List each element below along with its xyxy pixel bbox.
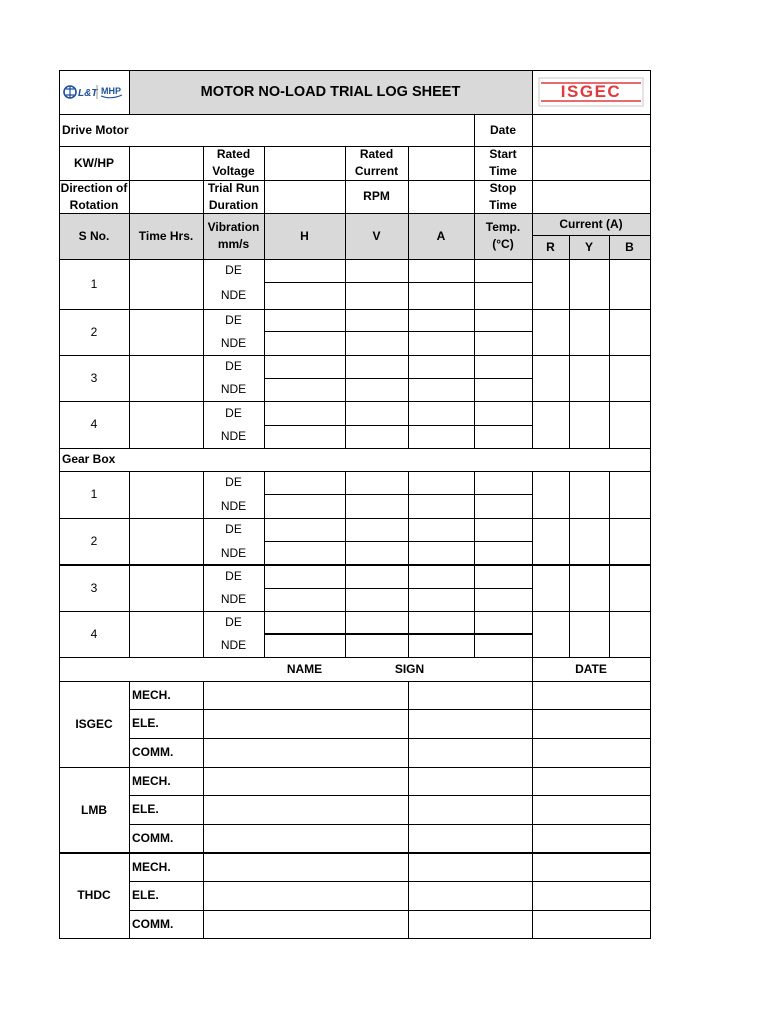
col-current-y: Y [584, 239, 593, 254]
col-vibration: Vibration mm/s [207, 220, 260, 251]
motor-row-s-no: 2 [90, 324, 98, 339]
rule-line [129, 910, 651, 911]
col-current-b: B [625, 239, 634, 254]
signoff-role-label: COMM. [132, 831, 174, 845]
rule-line [264, 494, 533, 495]
col-s-no: S No. [78, 228, 110, 243]
gear-row-s-no: 2 [90, 534, 98, 548]
signoff-role-label: COMM. [132, 745, 174, 759]
rule-line [59, 309, 651, 310]
stop-time-label: Stop Time [489, 180, 517, 212]
signoff-role-label: ELE. [132, 888, 159, 902]
svg-text:MHP: MHP [101, 86, 121, 96]
rule-line [264, 425, 533, 426]
signoff-org-thdc: THDC [77, 888, 111, 902]
rule-line [264, 471, 265, 658]
rule-line [569, 235, 570, 449]
rule-line [264, 378, 533, 379]
rule-line [532, 471, 533, 658]
motor-row-nde-label: NDE [220, 429, 247, 443]
rule-line [408, 146, 409, 214]
motor-row-nde-label: NDE [220, 288, 247, 302]
rule-line [264, 633, 533, 635]
col-v: V [372, 228, 381, 243]
svg-text:ISGEC: ISGEC [560, 82, 622, 101]
rule-line [408, 681, 409, 939]
direction-of-rotation-label: Direction of Rotation [60, 180, 128, 212]
rule-line [264, 146, 265, 214]
start-time-label: Start Time [489, 147, 517, 178]
rule-line [609, 235, 610, 449]
motor-row-de-label: DE [225, 263, 242, 277]
gear-row-de-label: DE [225, 522, 242, 536]
rule-line [345, 471, 346, 658]
col-current: Current (A) [559, 216, 623, 231]
gear-row-s-no: 3 [90, 580, 98, 595]
gear-box-label: Gear Box [62, 452, 116, 466]
rule-line [59, 471, 651, 472]
rule-line [59, 518, 651, 519]
col-time-hrs: Time Hrs. [138, 228, 194, 243]
rule-line [129, 881, 651, 882]
gear-row-de-label: DE [225, 615, 242, 629]
rated-current-label: Rated Current [354, 147, 399, 178]
col-h: H [300, 228, 309, 243]
lt-mhp-logo [59, 70, 129, 114]
drive-motor-value [129, 114, 474, 146]
gear-row-nde-label: NDE [220, 638, 247, 652]
rule-line [59, 355, 651, 356]
rule-line [532, 657, 533, 939]
rule-line [264, 331, 533, 332]
rule-line [203, 681, 204, 939]
motor-row-de-label: DE [225, 405, 242, 420]
rule-line [569, 471, 570, 658]
signoff-role-label: MECH. [132, 773, 171, 788]
signoff-org-isgec: ISGEC [75, 716, 113, 731]
isgec-logo [532, 70, 650, 114]
rule-line [264, 282, 533, 283]
rule-line [59, 564, 651, 566]
rule-line [609, 471, 610, 658]
drive-motor-label: Drive Motor [62, 122, 129, 137]
motor-row-nde-label: NDE [220, 382, 247, 396]
rule-line [59, 938, 651, 939]
rule-line [474, 471, 475, 658]
signoff-date-header: DATE [575, 661, 607, 676]
rule-line [264, 588, 533, 589]
signoff-sign-header: SIGN [394, 661, 425, 676]
date-label: Date [489, 122, 516, 137]
rule-line [650, 70, 651, 939]
motor-row-de-label: DE [225, 312, 242, 327]
motor-row-s-no: 4 [90, 417, 98, 431]
trial-run-duration-label: Trial Run Duration [207, 180, 260, 212]
col-a: A [436, 228, 446, 243]
motor-row-s-no: 3 [90, 370, 98, 385]
motor-row-nde-label: NDE [220, 335, 247, 350]
signoff-role-label: ELE. [132, 716, 159, 730]
rule-line [129, 471, 130, 658]
rule-line [408, 471, 409, 658]
lt-logo-icon [61, 77, 127, 107]
signoff-role-label: MECH. [132, 859, 171, 874]
rule-line [532, 114, 533, 214]
sheet-title: MOTOR NO-LOAD TRIAL LOG SHEET [200, 83, 461, 100]
motor-row-s-no: 1 [90, 276, 98, 291]
rule-line [264, 541, 533, 542]
gear-row-nde-label: NDE [220, 545, 247, 560]
rule-line [129, 824, 651, 825]
col-temp: Temp. (°C) [485, 220, 521, 251]
gear-row-nde-label: NDE [220, 498, 247, 513]
signoff-org-lmb: LMB [81, 802, 107, 817]
col-current-r: R [546, 239, 555, 254]
signoff-name-header: NAME [286, 661, 323, 676]
rule-line [59, 259, 651, 260]
gear-row-s-no: 4 [90, 626, 98, 641]
rated-voltage-label: Rated Voltage [212, 147, 255, 178]
svg-text:L&T: L&T [78, 88, 98, 99]
signoff-role-label: MECH. [132, 687, 171, 702]
signoff-role-label: COMM. [132, 916, 174, 931]
rule-line [129, 795, 651, 796]
rpm-label: RPM [363, 189, 390, 203]
rule-line [129, 738, 651, 739]
rule-line [59, 611, 651, 612]
rule-line [59, 401, 651, 402]
signoff-role-label: ELE. [132, 802, 159, 816]
gear-row-de-label: DE [225, 569, 242, 583]
rule-line [129, 146, 130, 214]
motor-row-de-label: DE [225, 359, 242, 373]
rule-line [129, 709, 651, 710]
isgec-logo-icon [538, 76, 644, 108]
gear-row-s-no: 1 [90, 487, 98, 501]
gear-row-de-label: DE [225, 475, 242, 489]
gear-row-nde-label: NDE [220, 592, 247, 606]
kw-hp-label: KW/HP [74, 155, 114, 170]
